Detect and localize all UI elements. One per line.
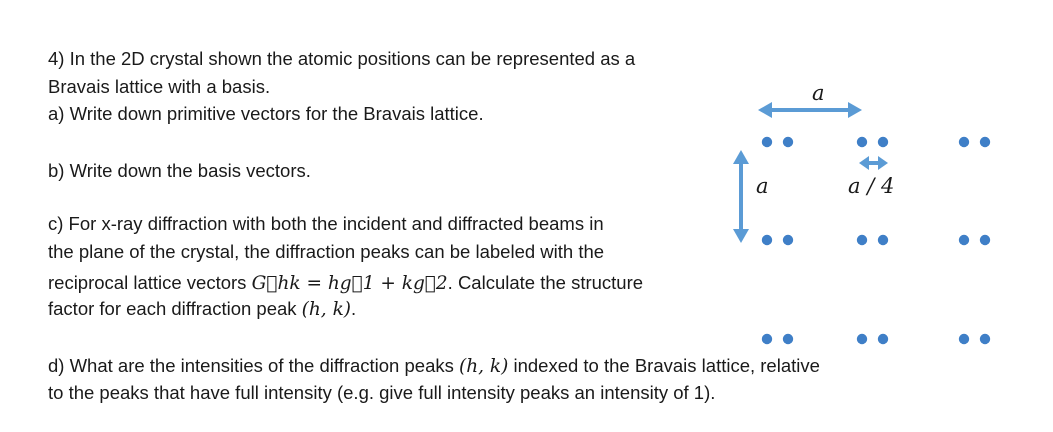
part-c-line-4-suffix: .	[351, 298, 357, 319]
lattice-spacing-vertical-arrow	[733, 150, 749, 243]
atom	[980, 137, 990, 147]
part-c-line-3-prefix: reciprocal lattice vectors	[48, 272, 252, 293]
atom	[980, 334, 990, 344]
atom	[783, 235, 793, 245]
part-d-line-2: to the peaks that have full intensity (e.g. give full intensity peaks an intensity of 1).	[48, 382, 716, 403]
peak-index-math-d: (h, k)	[459, 356, 509, 377]
intro-line-1: 4) In the 2D crystal shown the atomic positions can be represented as a	[48, 48, 636, 69]
atom-grid	[762, 137, 990, 344]
atom	[857, 235, 867, 245]
dimension-arrows	[733, 102, 888, 243]
atom	[857, 334, 867, 344]
peak-index-math: (h, k)	[301, 299, 351, 320]
part-d-line-1-suffix: indexed to the Bravais lattice, relative	[508, 355, 820, 376]
reciprocal-vector-formula: G⃗hk = hg⃗1 + kg⃗2	[251, 273, 448, 294]
horizontal-spacing-label: a	[812, 81, 825, 105]
atom	[762, 137, 772, 147]
part-b-text: b) Write down the basis vectors.	[48, 160, 311, 181]
basis-offset-label: a / 4	[848, 174, 895, 198]
intro-line-2: Bravais lattice with a basis.	[48, 76, 271, 97]
atom	[980, 235, 990, 245]
lattice-spacing-horizontal-arrow	[758, 102, 862, 118]
atom	[878, 334, 888, 344]
basis-offset-arrow	[859, 156, 888, 170]
part-c-line-2: the plane of the crystal, the diffraction peaks can be labeled with the	[48, 241, 605, 262]
atom	[959, 334, 969, 344]
atom	[959, 137, 969, 147]
part-c-line-3-suffix: . Calculate the structure	[447, 272, 644, 293]
part-d-line-1-prefix: d) What are the intensities of the diffraction peaks	[48, 355, 459, 376]
atom	[857, 137, 867, 147]
atom	[783, 334, 793, 344]
part-c-line-1: c) For x-ray diffraction with both the incident and diffracted beams in	[48, 213, 604, 234]
atom	[878, 235, 888, 245]
part-a-text: a) Write down primitive vectors for the Bravais lattice.	[48, 103, 484, 124]
part-c-line-4-prefix: factor for each diffraction peak	[48, 298, 302, 319]
atom	[783, 137, 793, 147]
vertical-spacing-label: a	[756, 174, 769, 198]
atom	[762, 235, 772, 245]
atom	[959, 235, 969, 245]
atom	[878, 137, 888, 147]
atom	[762, 334, 772, 344]
